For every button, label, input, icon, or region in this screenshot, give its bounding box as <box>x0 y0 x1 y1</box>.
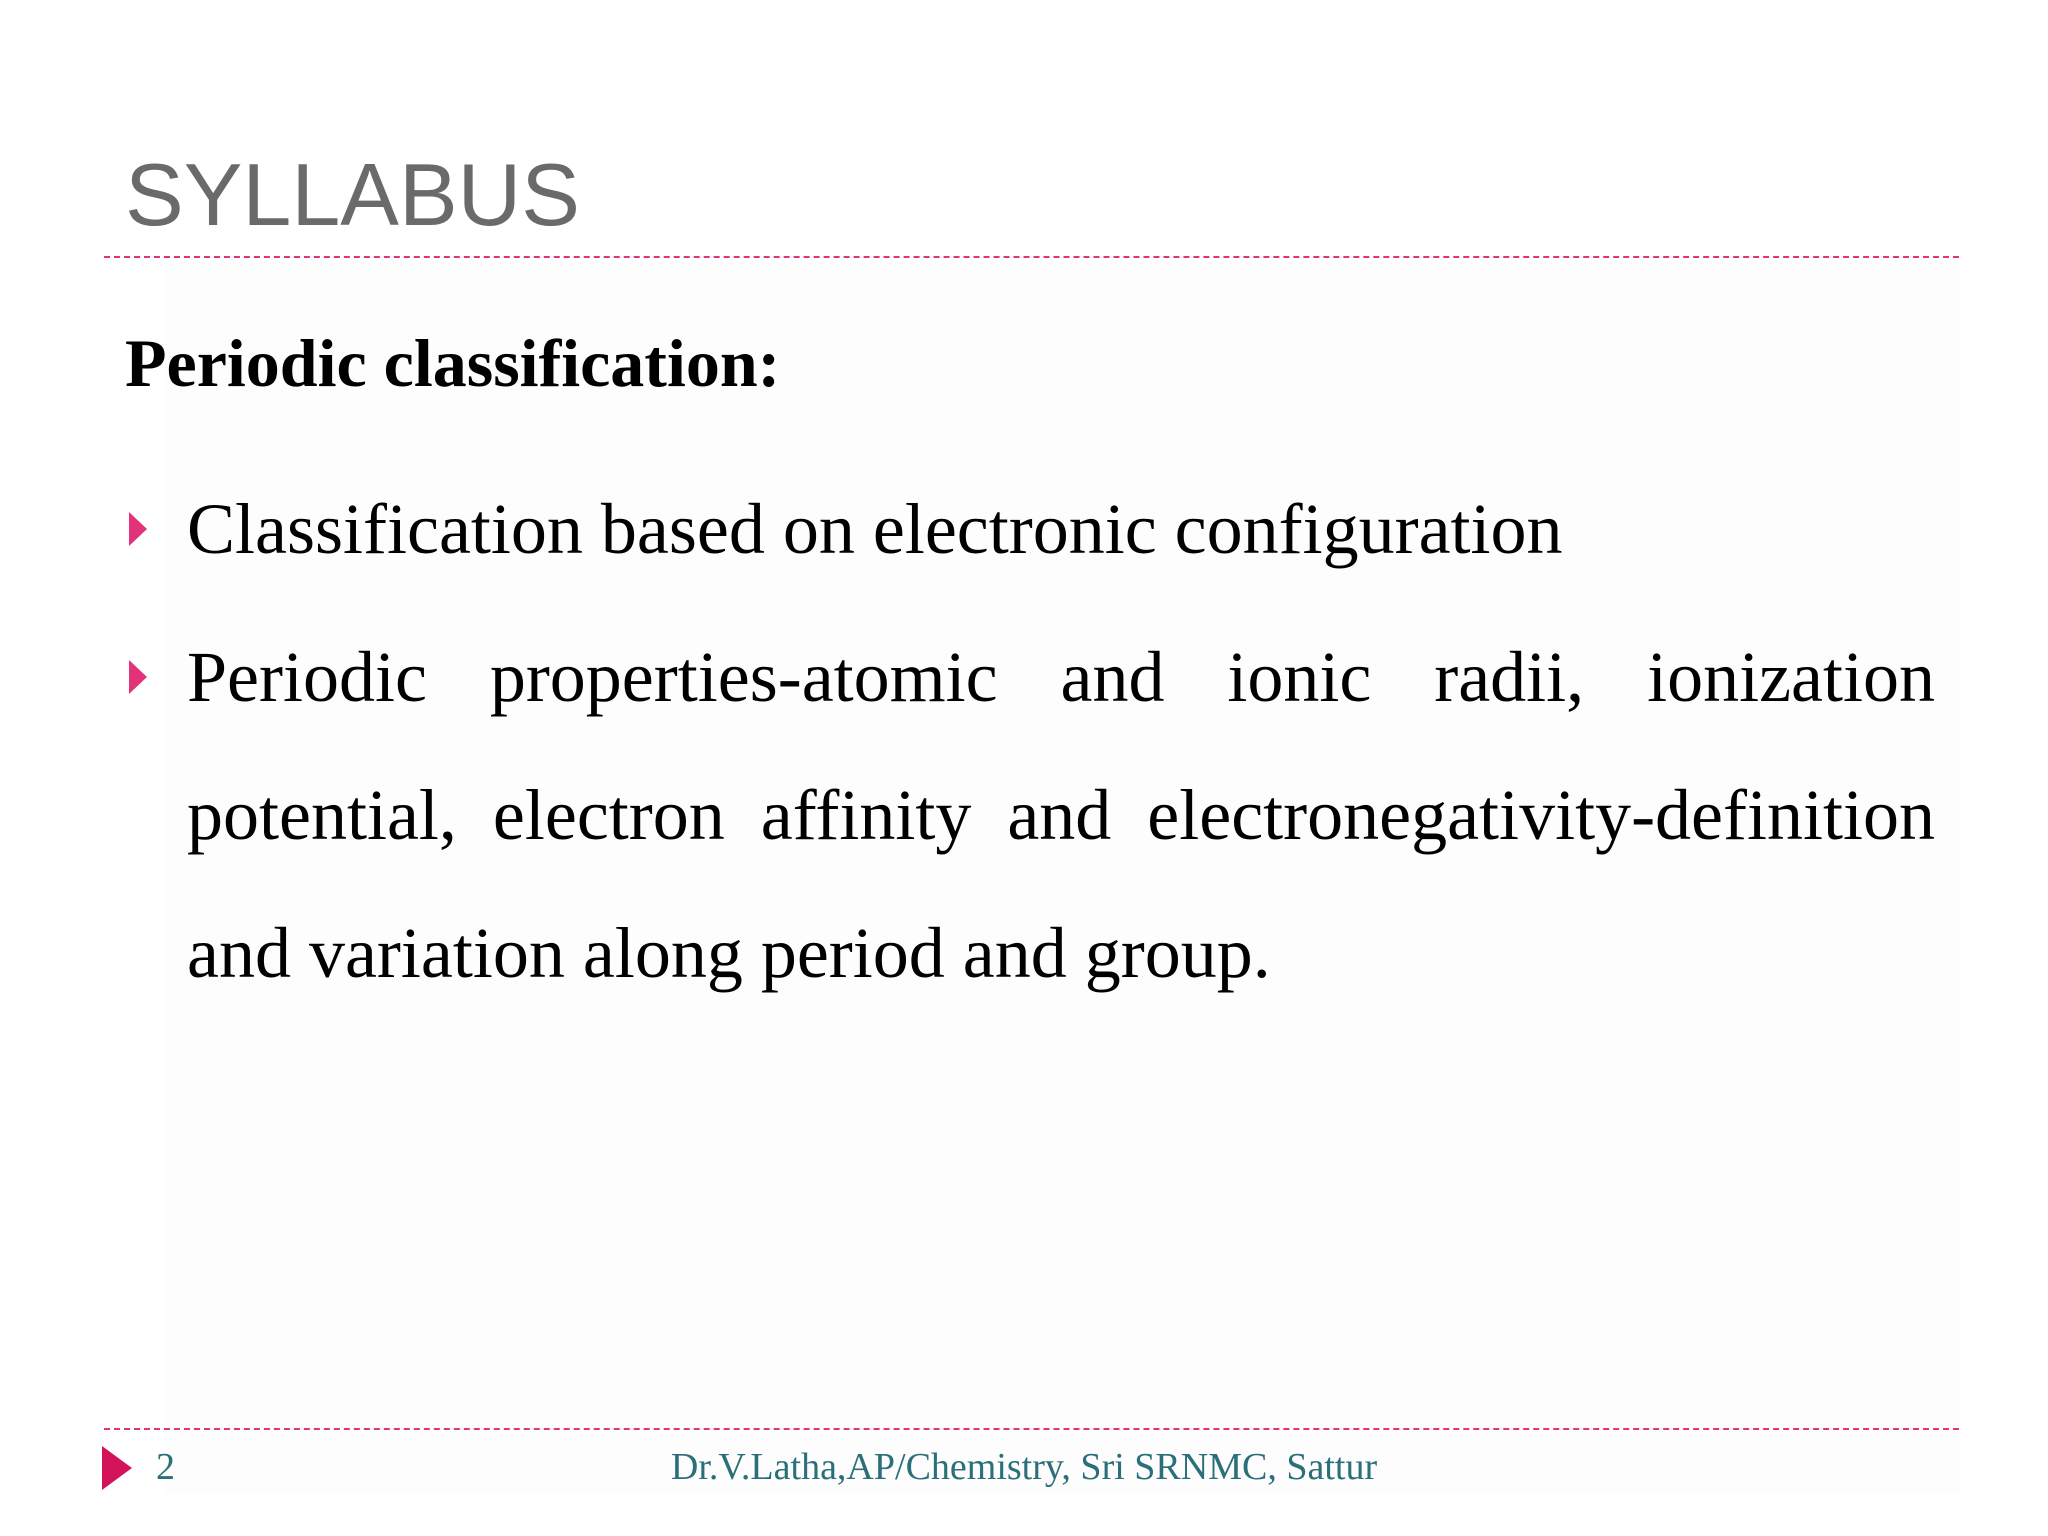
footer-credit: Dr.V.Latha,AP/Chemistry, Sri SRNMC, Sattur <box>670 1446 1378 1488</box>
bullet-text: Classification based on electronic configuration <box>187 489 1563 569</box>
bullet-text: Periodic properties-atomic and ionic radii, ionization potential, electron affinity and electronegativity-definition and variation along period and group. <box>187 637 1935 993</box>
section-heading: Periodic classification: <box>125 325 781 401</box>
page-number: 2 <box>156 1446 175 1488</box>
triangle-right-icon <box>129 660 147 694</box>
triangle-right-icon <box>129 512 147 546</box>
title-divider <box>104 256 1959 258</box>
footer-divider <box>104 1428 1959 1430</box>
bullet-item <box>125 608 1935 1022</box>
bullet-list <box>125 460 1935 1032</box>
bullet-item <box>125 460 1935 598</box>
slide-title: SYLLABUS <box>125 145 580 244</box>
